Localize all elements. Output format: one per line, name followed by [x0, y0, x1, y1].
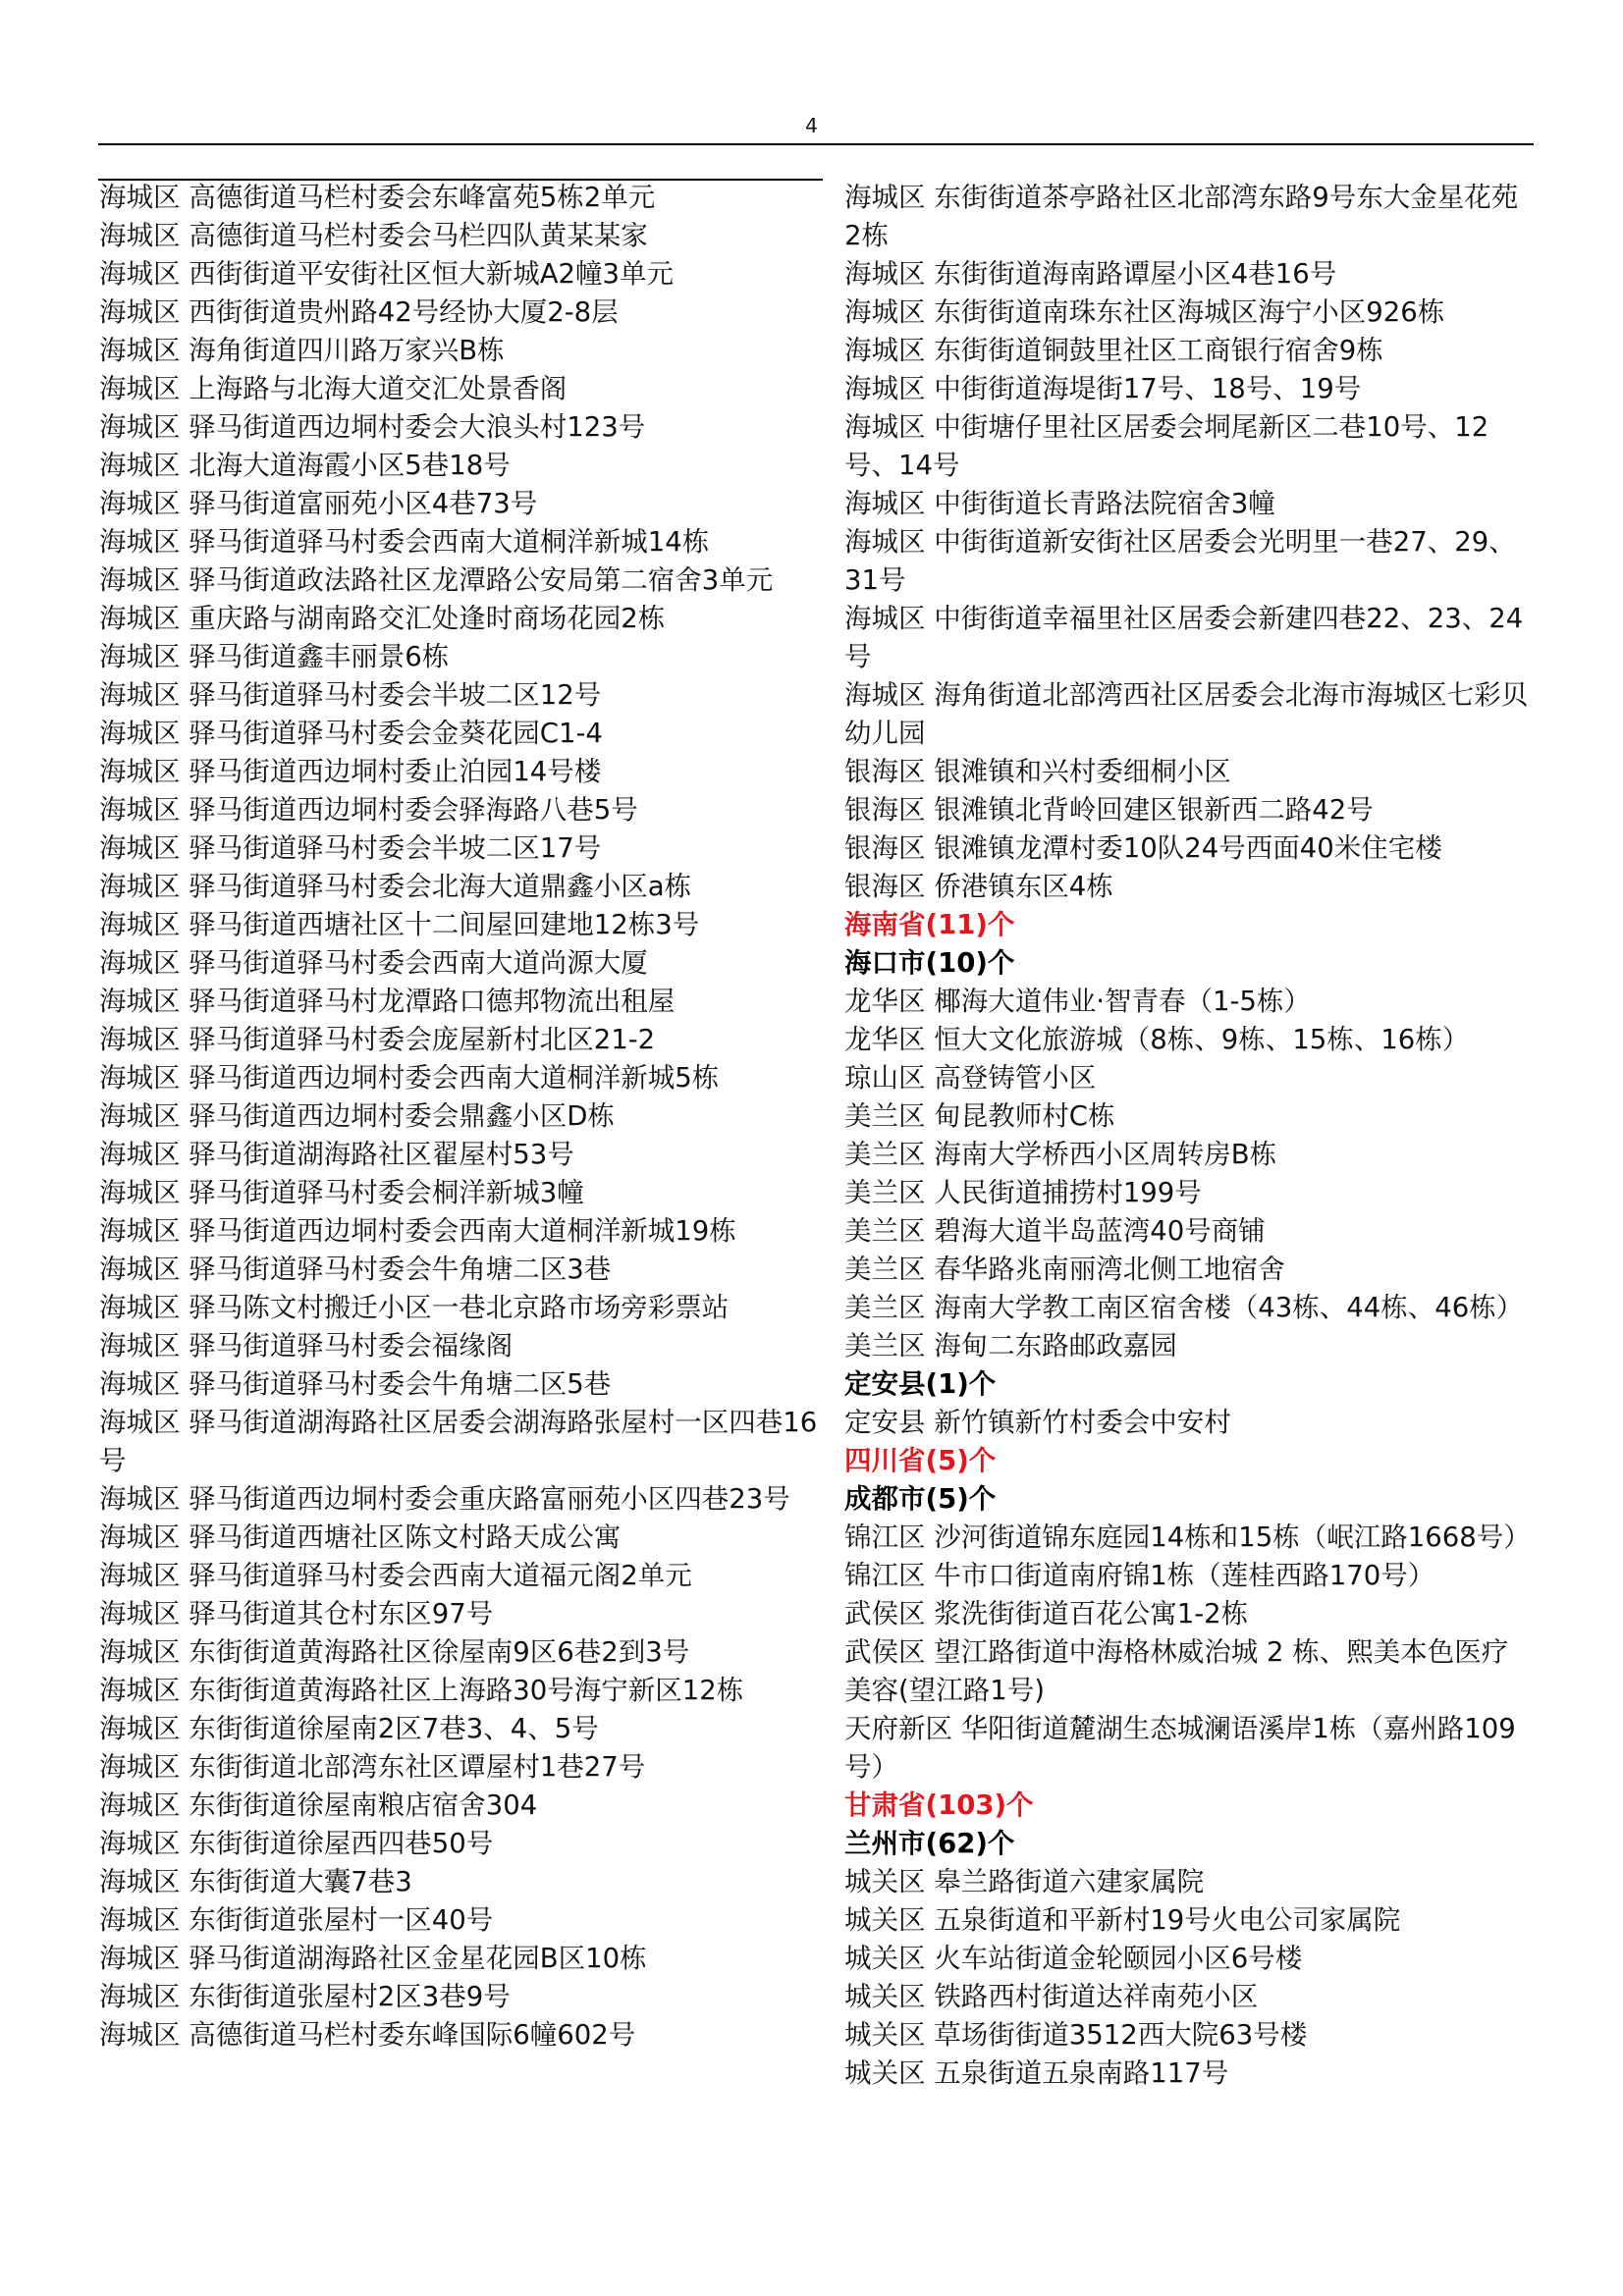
address-entry: 海城区 东街街道黄海路社区徐屋南9区6巷2到3号	[99, 1636, 690, 1668]
address-entry: 海城区 驿马街道西塘社区陈文村路天成公寓	[99, 1522, 622, 1553]
address-entry: 银海区 侨港镇东区4栋	[844, 871, 1113, 902]
address-entry: 海城区 驿马街道驿马村委会桐洋新城3幢	[99, 1177, 584, 1208]
province-heading: 海南省(11)个	[844, 909, 1015, 940]
address-entry: 海城区 驿马街道西边垌村委止泊园14号楼	[99, 756, 602, 787]
page-number: 4	[805, 114, 818, 137]
address-entry: 海城区 驿马街道鑫丰丽景6栋	[99, 641, 450, 672]
address-entry: 海城区 驿马街道西边垌村委会鼎鑫小区D栋	[99, 1100, 615, 1132]
address-entry: 美兰区 海南大学教工南区宿舍楼（43栋、44栋、46栋）	[844, 1292, 1524, 1323]
address-entry: 海城区 东街街道徐屋西四巷50号	[99, 1828, 494, 1859]
address-entry: 海城区 驿马街道湖海路社区金星花园B区10栋	[99, 1943, 647, 1974]
address-entry: 海城区 驿马街道驿马村委会西南大道桐洋新城14栋	[99, 526, 710, 558]
address-entry: 海城区 高德街道马栏村委东峰国际6幢602号	[99, 2019, 636, 2051]
address-entry: 海城区 东街街道黄海路社区上海路30号海宁新区12栋	[99, 1675, 744, 1706]
address-entry: 城关区 五泉街道五泉南路117号	[844, 2057, 1229, 2089]
address-entry: 海城区 驿马街道驿马村委会福缘阁	[99, 1330, 514, 1362]
address-entry: 龙华区 恒大文化旅游城（8栋、9栋、15栋、16栋）	[844, 1024, 1470, 1055]
address-entry: 城关区 五泉街道和平新村19号火电公司家属院	[844, 1904, 1401, 1936]
address-entry: 海城区 东街街道张屋村2区3巷9号	[99, 1981, 511, 2012]
address-entry: 海城区 西街街道平安街社区恒大新城A2幢3单元	[99, 258, 675, 290]
address-entry: 美兰区 春华路兆南丽湾北侧工地宿舍	[844, 1254, 1285, 1285]
address-entry: 天府新区 华阳街道麓湖生态城澜语溪岸1栋（嘉州路109号）	[844, 1713, 1516, 1783]
address-entry: 海城区 驿马街道驿马村委会半坡二区17号	[99, 832, 602, 864]
address-entry: 武侯区 望江路街道中海格林威治城 2 栋、熙美本色医疗美容(望江路1号)	[844, 1636, 1509, 1706]
address-entry: 海城区 西街街道贵州路42号经协大厦2-8层	[99, 296, 619, 328]
address-entry: 锦江区 沙河街道锦东庭园14栋和15栋（岷江路1668号）	[844, 1522, 1531, 1553]
right-column	[844, 179, 1532, 2093]
address-entry: 海城区 驿马街道驿马村龙潭路口德邦物流出租屋	[99, 986, 676, 1017]
address-entry: 城关区 铁路西村街道达祥南苑小区	[844, 1981, 1259, 2012]
city-heading: 定安县(1)个	[844, 1368, 997, 1400]
left-column	[99, 179, 824, 2055]
address-entry: 海城区 北海大道海霞小区5巷18号	[99, 450, 511, 481]
address-entry: 海城区 驿马街道西边垌村委会驿海路八巷5号	[99, 794, 638, 826]
address-entry: 海城区 东街街道徐屋南粮店宿舍304	[99, 1789, 538, 1821]
address-entry: 海城区 驿马街道西塘社区十二间屋回建地12栋3号	[99, 909, 700, 940]
address-entry: 海城区 东街街道徐屋南2区7巷3、4、5号	[99, 1713, 599, 1744]
address-entry: 银海区 银滩镇和兴村委细桐小区	[844, 756, 1231, 787]
address-entry: 海城区 上海路与北海大道交汇处景香阁	[99, 373, 568, 404]
address-entry: 海城区 驿马街道西边垌村委会西南大道桐洋新城5栋	[99, 1062, 720, 1094]
address-entry: 美兰区 海南大学桥西小区周转房B栋	[844, 1139, 1277, 1170]
city-heading: 成都市(5)个	[844, 1483, 997, 1515]
address-entry: 海城区 驿马街道西边垌村委会重庆路富丽苑小区四巷23号	[99, 1483, 790, 1515]
address-entry: 海城区 驿马街道富丽苑小区4巷73号	[99, 488, 538, 519]
address-entry: 美兰区 人民街道捕捞村199号	[844, 1177, 1202, 1208]
address-entry: 海城区 东街街道海南路谭屋小区4巷16号	[844, 258, 1337, 290]
address-entry: 海城区 海角街道四川路万家兴B栋	[99, 335, 505, 366]
address-entry: 海城区 驿马街道驿马村委会西南大道尚源大厦	[99, 947, 648, 979]
address-entry: 锦江区 牛市口街道南府锦1栋（莲桂西路170号）	[844, 1560, 1435, 1591]
address-entry: 海城区 东街街道铜鼓里社区工商银行宿舍9栋	[844, 335, 1383, 366]
address-entry: 龙华区 椰海大道伟业·智青春（1-5栋）	[844, 986, 1311, 1017]
address-entry: 武侯区 浆洗街街道百花公寓1-2栋	[844, 1598, 1249, 1629]
address-entry: 海城区 中街塘仔里社区居委会垌尾新区二巷10号、12号、14号	[844, 411, 1489, 481]
address-entry: 海城区 驿马街道驿马村委会牛角塘二区5巷	[99, 1368, 612, 1400]
city-heading: 兰州市(62)个	[844, 1828, 1015, 1859]
address-entry: 琼山区 高登铸管小区	[844, 1062, 1097, 1094]
address-entry: 美兰区 海甸二东路邮政嘉园	[844, 1330, 1177, 1362]
address-entry: 海城区 驿马街道西边垌村委会大浪头村123号	[99, 411, 646, 443]
address-entry: 海城区 驿马街道驿马村委会北海大道鼎鑫小区a栋	[99, 871, 692, 902]
address-entry: 海城区 驿马街道驿马村委会西南大道福元阁2单元	[99, 1560, 692, 1591]
address-entry: 海城区 东街街道张屋村一区40号	[99, 1904, 494, 1936]
address-entry: 海城区 驿马街道政法路社区龙潭路公安局第二宿舍3单元	[99, 564, 774, 596]
address-entry: 海城区 驿马街道驿马村委会金葵花园C1-4	[99, 718, 603, 749]
address-entry: 海城区 东街街道茶亭路社区北部湾东路9号东大金星花苑2栋	[844, 182, 1519, 251]
address-entry: 海城区 东街街道大囊7巷3	[99, 1866, 412, 1897]
address-entry: 海城区 东街街道南珠东社区海城区海宁小区926栋	[844, 296, 1445, 328]
address-entry: 海城区 驿马街道驿马村委会庞屋新村北区21-2	[99, 1024, 656, 1055]
address-entry: 海城区 驿马街道西边垌村委会西南大道桐洋新城19栋	[99, 1215, 736, 1247]
province-heading: 四川省(5)个	[844, 1445, 997, 1476]
address-entry: 海城区 中街街道幸福里社区居委会新建四巷22、23、24号	[844, 603, 1524, 672]
address-entry: 定安县 新竹镇新竹村委会中安村	[844, 1407, 1231, 1438]
address-entry: 城关区 火车站街道金轮颐园小区6号楼	[844, 1943, 1303, 1974]
address-entry: 海城区 驿马街道驿马村委会半坡二区12号	[99, 679, 602, 711]
address-entry: 城关区 草场街街道3512西大院63号楼	[844, 2019, 1308, 2051]
address-entry: 海城区 重庆路与湖南路交汇处逢时商场花园2栋	[99, 603, 666, 634]
header-rule	[98, 143, 1534, 145]
address-entry: 海城区 驿马街道驿马村委会牛角塘二区3巷	[99, 1254, 612, 1285]
province-heading: 甘肃省(103)个	[844, 1789, 1034, 1821]
address-entry: 银海区 银滩镇龙潭村委10队24号西面40米住宅楼	[844, 832, 1442, 864]
address-entry: 海城区 高德街道马栏村委会东峰富苑5栋2单元	[99, 182, 656, 213]
address-entry: 海城区 东街街道北部湾东社区谭屋村1巷27号	[99, 1751, 646, 1783]
address-entry: 海城区 中街街道新安街社区居委会光明里一巷27、29、31号	[844, 526, 1516, 596]
address-entry: 海城区 驿马街道湖海路社区翟屋村53号	[99, 1139, 574, 1170]
address-entry: 海城区 驿马街道其仓村东区97号	[99, 1598, 494, 1629]
city-heading: 海口市(10)个	[844, 947, 1015, 979]
address-entry: 海城区 高德街道马栏村委会马栏四队黄某某家	[99, 220, 648, 251]
address-entry: 银海区 银滩镇北背岭回建区银新西二路42号	[844, 794, 1374, 826]
address-entry: 海城区 海角街道北部湾西社区居委会北海市海城区七彩贝幼儿园	[844, 679, 1529, 749]
address-entry: 美兰区 甸昆教师村C栋	[844, 1100, 1115, 1132]
address-entry: 海城区 驿马陈文村搬迁小区一巷北京路市场旁彩票站	[99, 1292, 730, 1323]
address-entry: 海城区 驿马街道湖海路社区居委会湖海路张屋村一区四巷16号	[99, 1407, 818, 1476]
address-entry: 城关区 皋兰路街道六建家属院	[844, 1866, 1205, 1897]
address-entry: 海城区 中街街道长青路法院宿舍3幢	[844, 488, 1275, 519]
address-entry: 美兰区 碧海大道半岛蓝湾40号商铺	[844, 1215, 1266, 1247]
address-entry: 海城区 中街街道海堤街17号、18号、19号	[844, 373, 1362, 404]
